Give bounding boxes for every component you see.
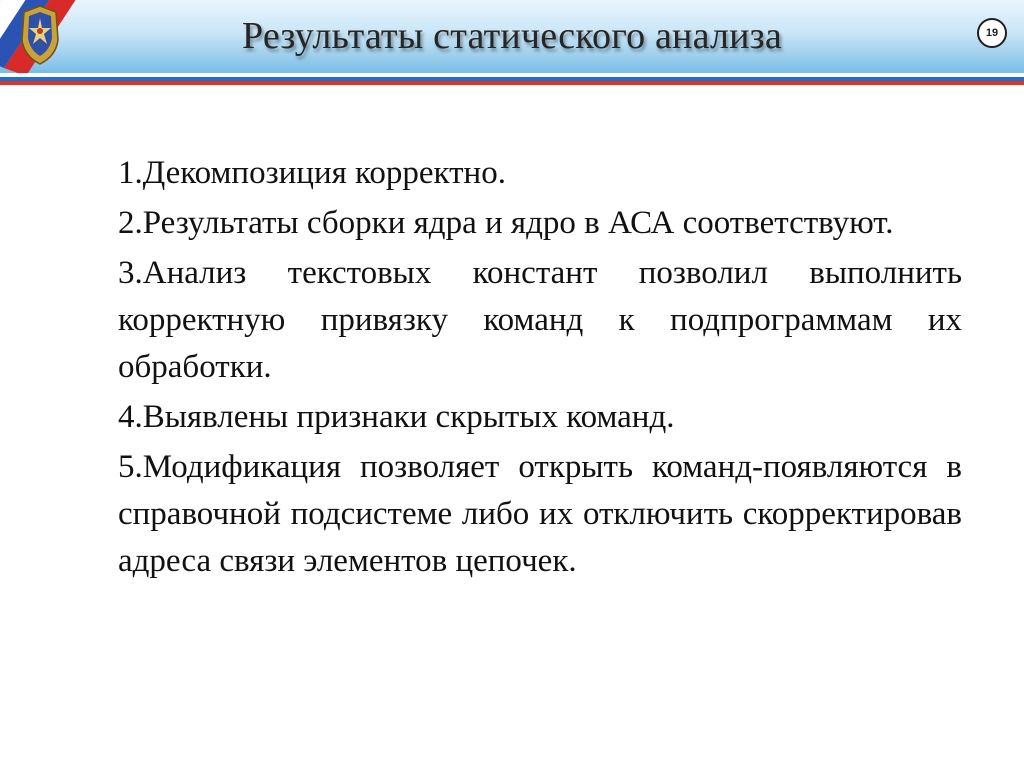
list-item-5: 5.Модификация позволяет открыть команд-появляются в справочной подсистеме либо их отключить скорректировав адреса связи элементов цепочек. (118, 449, 962, 579)
slide-header (0, 0, 1024, 73)
slide-body (118, 150, 962, 585)
list-item-1: 1.Декомпозиция корректно. (118, 155, 506, 191)
list-item-3: 3.Анализ текстовых констант позволил выполнить корректную привязку команд к подпрограммам их обработки. (118, 255, 962, 385)
list-item-2: 2.Результаты сборки ядра и ядро в АСА соответствуют. (118, 205, 894, 241)
header-stripe-red (0, 81, 1024, 85)
list-item-4: 4.Выявлены признаки скрытых команд. (118, 399, 675, 435)
page-number-badge: 19 (977, 18, 1007, 48)
slide-title: Результаты статического анализа (242, 15, 782, 57)
